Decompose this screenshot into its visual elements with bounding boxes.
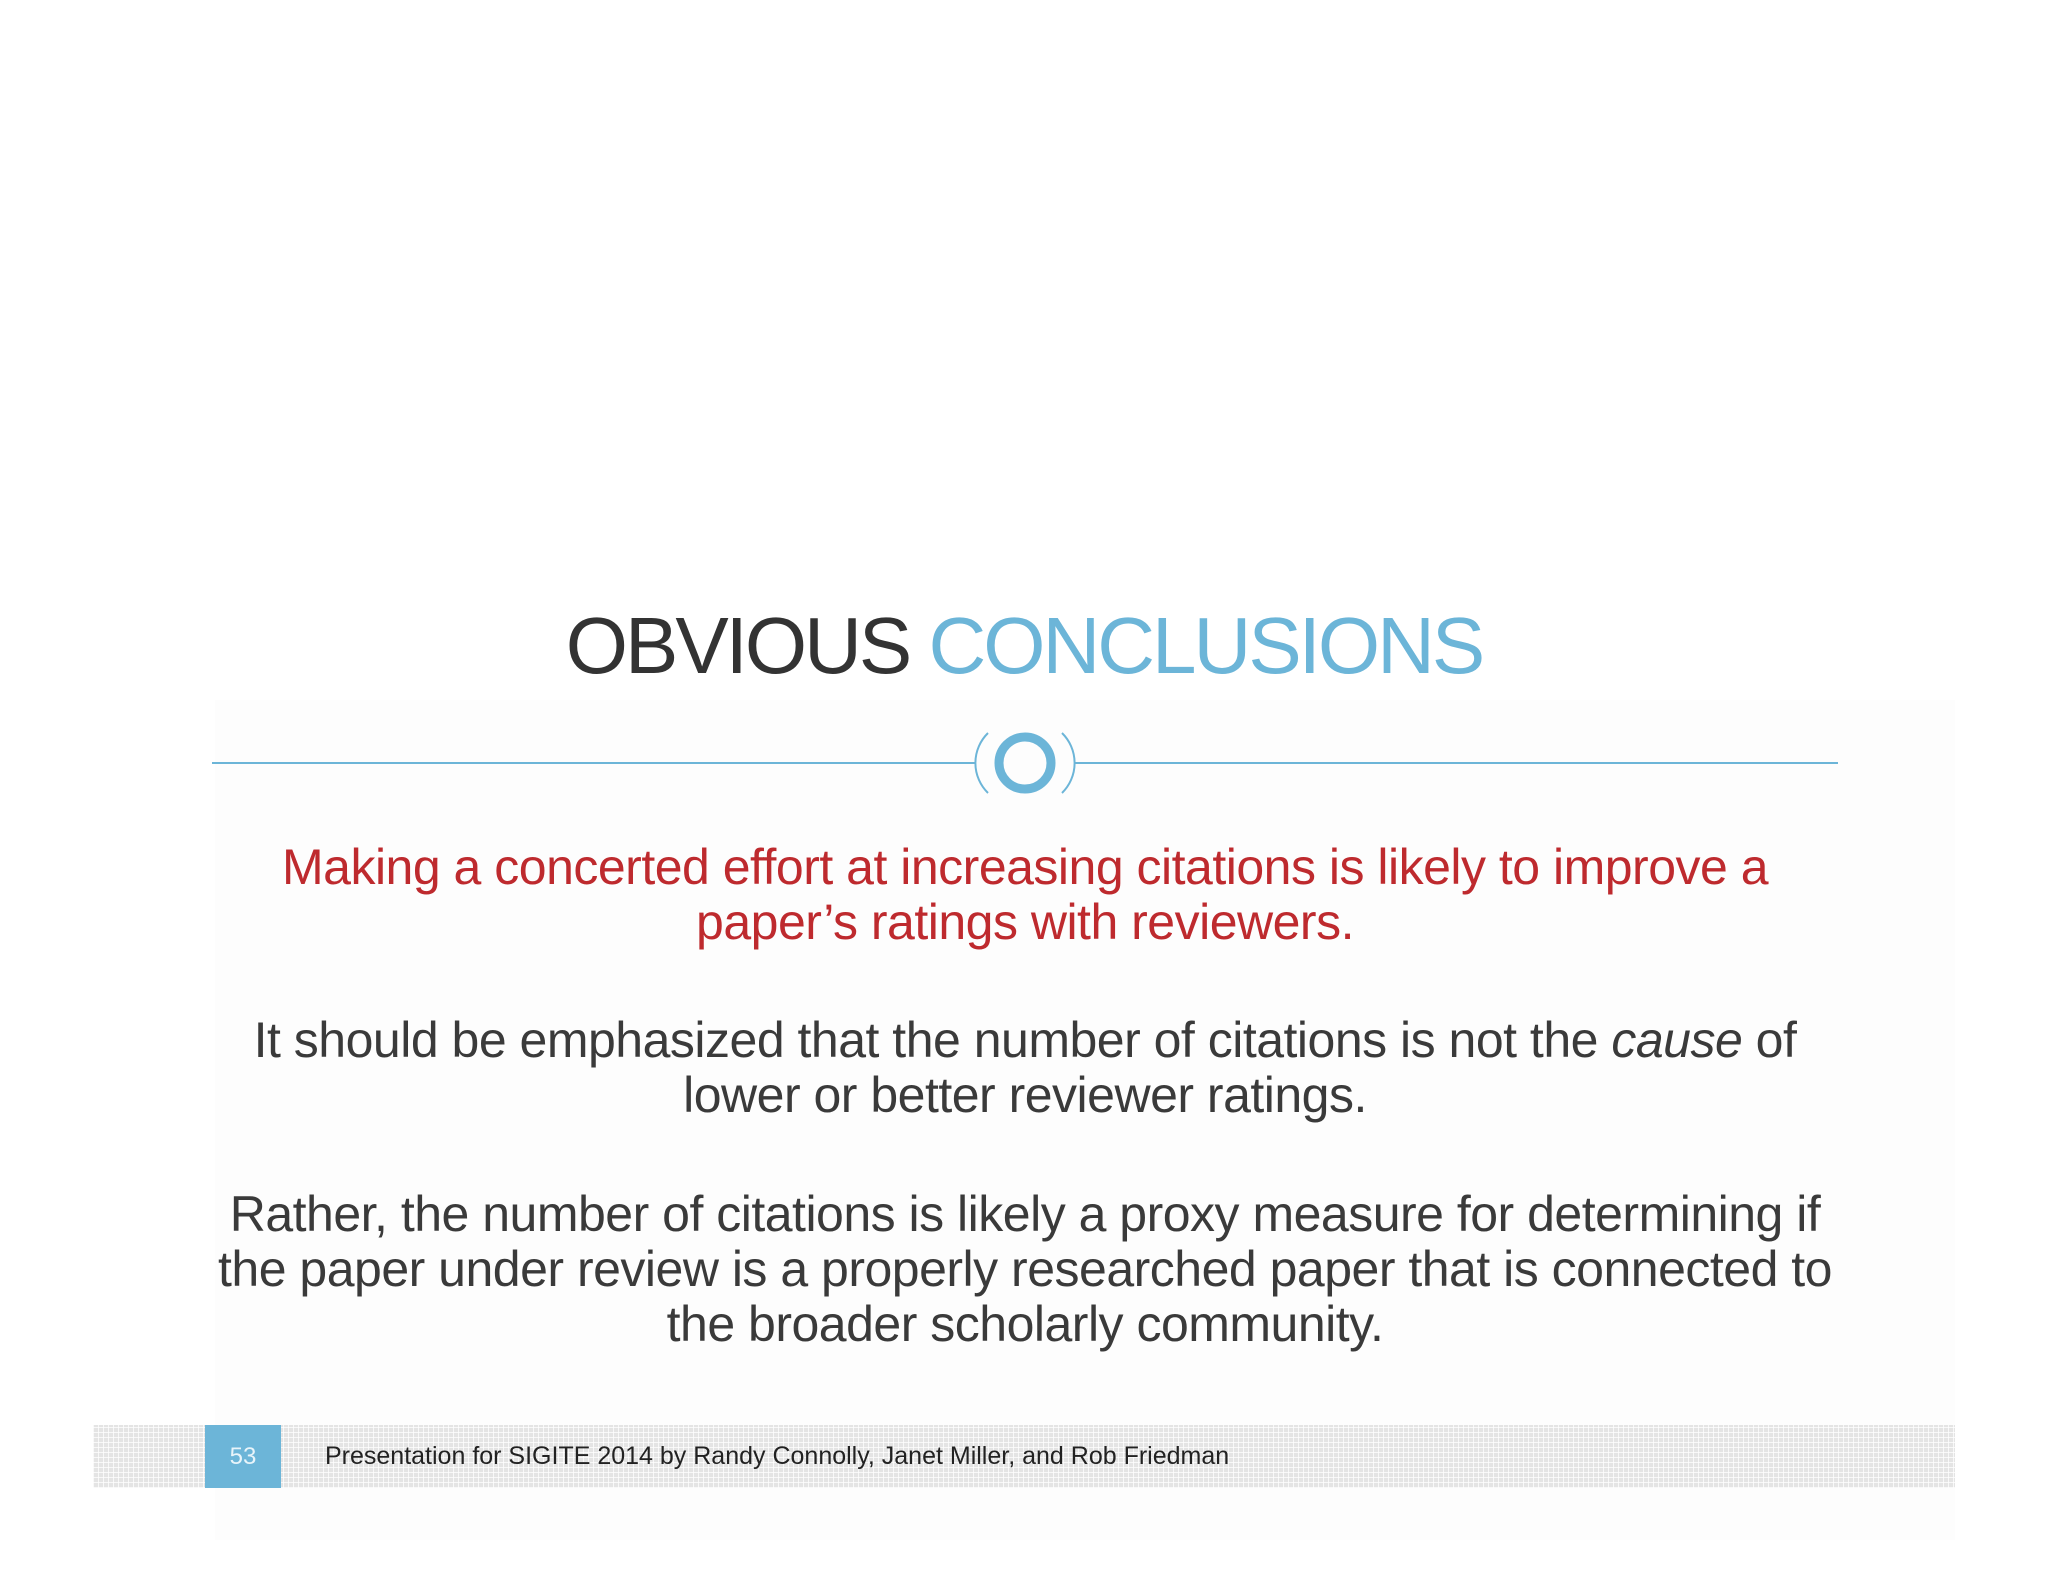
slide-title: [0, 596, 2048, 696]
proxy-measure-paragraph: Rather, the number of citations is likely a proxy measure for determining if the paper under review is a properly researched paper that is connected to the broader scholarly community.: [218, 1186, 1832, 1352]
emphasis-paragraph-end: of lower or better reviewer ratings.: [683, 1012, 1797, 1123]
title-word-obvious: OBVIOUS: [565, 601, 910, 690]
footer-credits: Presentation for SIGITE 2014 by Randy Connolly, Janet Miller, and Rob Friedman: [325, 1442, 1230, 1470]
footer-bar: [93, 1425, 1955, 1488]
emphasis-paragraph-start: It should be emphasized that the number of citations is not the: [253, 1012, 1612, 1068]
page-number: 53: [205, 1425, 281, 1488]
title-word-conclusions: CONCLUSIONS: [928, 601, 1483, 690]
emphasis-paragraph: [210, 1013, 1840, 1123]
emphasis-word: cause: [1611, 1012, 1743, 1068]
ring-ornament-icon: [975, 733, 1074, 793]
title-divider: [212, 725, 1838, 805]
key-conclusion-text: Making a concerted effort at increasing citations is likely to improve a paper’s ratings with reviewers.: [281, 839, 1769, 950]
